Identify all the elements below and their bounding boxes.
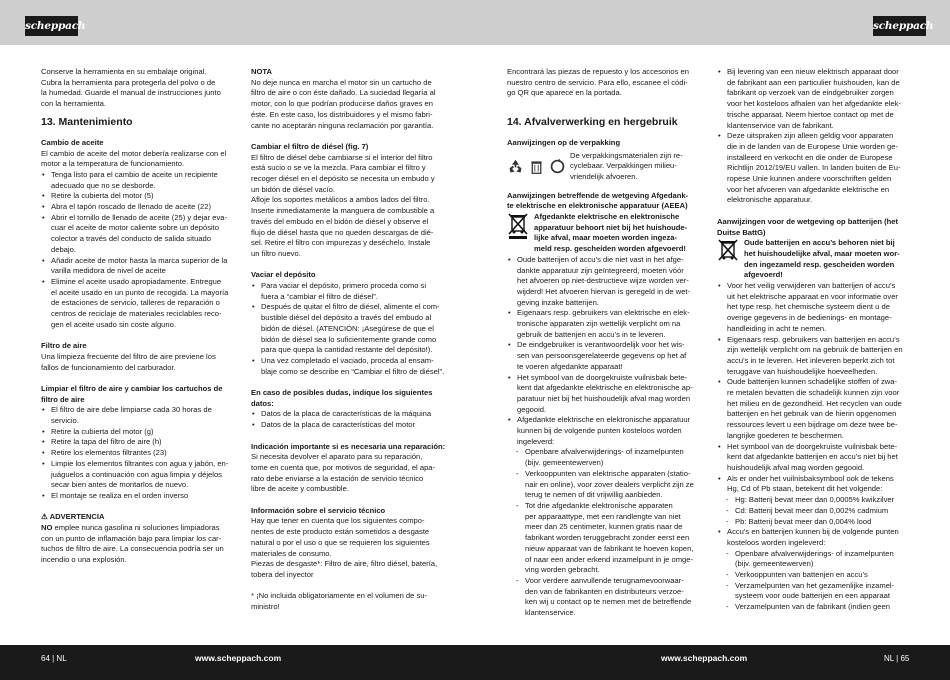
text-line: libre de aceite y combustible. [251, 484, 349, 494]
page-number-left: 64 | NL [41, 654, 67, 663]
text-line: Una vez completado el vaciado, proceda al ensam- [261, 355, 434, 365]
text-line: wijderd! Het afvoeren hiervan is geregeld in de wet- [517, 286, 691, 296]
text-line: bidón de diésel. (ATENCIÓN: ¡Asegúrese de que el [261, 323, 434, 333]
text-line: te elektrische en elektronische apparatuur (AEEA) [507, 201, 688, 211]
header-bar [0, 0, 950, 45]
text-line: Cd: Batterij bevat meer dan 0,002% cadmium [735, 505, 889, 515]
text-line: Tot drie afgedankte elektronische apparaten [525, 501, 673, 510]
bullet-list-item [717, 335, 922, 378]
text-line: El cambio de aceite del motor debería realizarse con el [41, 148, 227, 158]
dash-list-item [717, 602, 922, 613]
text-line: adecuado que no se desborde. [51, 180, 156, 190]
text-line: Retire la tapa del filtro de aire (h) [51, 437, 162, 447]
text-line: langrijke goederen te beschermen. [727, 430, 844, 440]
bullet-list-item [717, 281, 922, 335]
text-line: die in de landen van de Europese Unie worden ge- [727, 141, 898, 151]
text-line: geving inzake batterijen. [517, 297, 599, 307]
text-line: elektronische apparatuur. [727, 195, 813, 205]
text-line: of naar een ander erkend inzamelpunt in je omge- [525, 554, 694, 564]
text-line: De eindgebruiker is verantwoordelijk voor het wis- [517, 340, 685, 350]
text-line: klantenservice. [525, 608, 576, 618]
text-line: paratuur niet bij het huishoudelijk afval mag worden [517, 393, 691, 403]
clean-filter-title [41, 384, 246, 405]
text-line: Datos de la placa de características de la máquina [261, 409, 432, 419]
recycle-icon [507, 158, 524, 175]
text-line: huishoudelijk afval mag worden gegooid. [727, 463, 865, 472]
bullet-list-item [41, 405, 246, 426]
bullet-list-item [41, 448, 246, 459]
text-line: Cubra la herramienta para protegerla del polvo o de [41, 77, 216, 87]
crossed-bin-icon [507, 212, 529, 240]
text-line: Piezas de desgaste*: Filtro de aire, filtro diésel, batería, [251, 559, 438, 569]
dash-list-item [717, 517, 922, 528]
dash-list-item [717, 495, 922, 506]
section-title-disposal: 14. Afvalverwerking en hergebruik [507, 115, 678, 128]
text-line: Hg: Batterij bevat meer dan 0,0005% kwikzilver [735, 495, 895, 505]
text-line: het huishoudelijke afval, maar moeten wor- [744, 248, 900, 258]
text-line: sen van persoonsgerelateerde gegevens op het af [517, 351, 687, 361]
note-text [251, 78, 456, 132]
text-line: Datos de la placa de características del motor [261, 420, 416, 430]
text-line: el aceite usado en un punto de recogida. La mayoría [51, 287, 229, 297]
dash-list-item [717, 570, 922, 581]
text-line: Una limpieza frecuente del filtro de aire previene los [41, 351, 216, 361]
text-line: incendio o una explosión. [41, 555, 127, 565]
text-line: varilla medidora de nivel de aceite [51, 266, 166, 276]
text-line: Limpiar el filtro de aire y cambiar los cartuchos de [41, 383, 223, 393]
text-line: klantenservice van de fabrikant. [727, 120, 834, 130]
dash-list-item [507, 576, 712, 619]
dash-list-item [717, 506, 922, 517]
bullet-list-item [717, 131, 922, 206]
text-line: un bidón de diésel vacío. [251, 184, 336, 194]
repair-note-title: Indicación importante si es necesaria una reparación: [251, 441, 446, 451]
dash-list-item [507, 501, 712, 576]
bullet-list-item [507, 340, 712, 372]
empty-tank-steps [251, 281, 456, 377]
dash-list-item [507, 469, 712, 501]
text-line: Elimine el aceite usado apropiadamente. Entregue [51, 276, 222, 286]
text-line: Retire la cubierta del motor (g) [51, 426, 154, 436]
doubt-items [251, 409, 456, 430]
text-line: Accu’s en batterijen kunnen bij de volgende punten [727, 527, 899, 537]
text-line: nuestro centro de servicio. Para ello, escanee el códi- [507, 77, 688, 87]
text-line: ving worden gebracht. [525, 565, 600, 575]
text-line: Abrir el tornillo de llenado de aceite (25) y dejar eva- [51, 212, 228, 222]
weee-continued-items [717, 67, 922, 206]
text-line: Abra el tapón roscado de llenado de aceite (22) [51, 202, 211, 212]
text-line: uit het elektrische apparaat en voor informatie over [727, 291, 898, 301]
text-line: Deze uitspraken zijn alleen geldig voor apparaten [727, 131, 894, 141]
text-line: meer dan 25 centimeter, kunnen gratis naar de [525, 522, 683, 532]
text-line: het type resp. het chemische systeem dient u de [727, 302, 890, 312]
text-line: het afvoeren op niet-destructieve wijze worden ver- [517, 276, 689, 286]
air-filter-title: Filtro de aire [41, 341, 87, 351]
text-line: con la herramienta. [41, 99, 107, 109]
text-line: Duitse BattG) [717, 227, 766, 237]
crossed-bin-icon [717, 238, 739, 266]
packaging-text [570, 151, 683, 183]
text-line: de fabrikant aan een particulier huishouden, kan de [727, 77, 900, 87]
text-line: trische apparaat. Neem hiertoe contact op met de [727, 109, 894, 119]
bullet-list-item [251, 409, 456, 420]
text-line: zijn wettelijk verplicht om na gebruik de batterijen en [727, 345, 903, 355]
text-line: un filtro nuevo. [251, 248, 301, 258]
text-line: kosteloos worden ingeleverd: [727, 537, 826, 547]
text-line: Conserve la herramienta en su embalaje original. [41, 67, 207, 76]
text-line: gegooid. [517, 404, 547, 414]
text-line: dankte apparatuur zijn geïntegreerd, moeten vóór [517, 265, 684, 275]
text-line: nentes de este producto están sometidos a desgaste [251, 527, 430, 537]
text-line: gen el aceite usado sin coste alguno. [51, 319, 176, 329]
text-line: Verzamelpunten van het gezamenlijke inzamel- [735, 580, 895, 590]
storage-text [41, 67, 246, 110]
oil-change-title: Cambio de aceite [41, 137, 104, 147]
text-line: fuera a “cambiar el filtro de diésel”. [261, 291, 378, 301]
clean-filter-steps [41, 405, 246, 501]
empty-tank-title: Vaciar el depósito [251, 270, 316, 280]
text-line: Verzamelpunten van de fabrikant (indien geen [735, 602, 890, 612]
bullet-list-item [41, 277, 246, 331]
text-line: vriendelijk afvoeren. [570, 171, 638, 181]
text-line: flujo de diésel hasta que no queden descargas de dié- [251, 227, 434, 237]
spare-parts-text [507, 67, 712, 99]
text-line: lijke afval, maar moeten worden ingeza- [534, 233, 678, 243]
text-line: (bijv. gemeentewerven) [735, 559, 814, 569]
dash-list-item [507, 447, 712, 468]
packaging-row [507, 151, 712, 183]
text-line: El filtro de aire debe limpiarse cada 30 horas de [51, 405, 212, 415]
trash-bin-icon [528, 158, 545, 175]
battery-notice [717, 238, 922, 281]
text-line: cante no aceptarán ninguna reclamación por garantía. [251, 120, 434, 130]
text-line: Openbare afvalverwijderings- of inzamelpunten [525, 447, 684, 457]
scheppach-logo-right: scheppach [873, 16, 926, 36]
text-line: Inserte inmediatamente la manguera de combustible a [251, 206, 435, 216]
weee-notice [507, 212, 712, 255]
text-line: secar bien antes de montarlos de nuevo. [51, 480, 189, 490]
text-line: recoger diésel en el depósito se necesita un embudo y [251, 174, 435, 184]
text-line: per apparaattype, met een randlengte van niet [525, 511, 681, 521]
bullet-list-item [507, 373, 712, 416]
text-line: motor, con lo que podrían producirse daños graves en [251, 99, 433, 109]
footnote [251, 591, 456, 612]
text-line: Oude batterijen of accu’s die niet vast in het afge- [517, 254, 684, 264]
column-4 [717, 67, 922, 613]
text-line: Oude batterijen en accu’s behoren niet bij [744, 238, 895, 248]
note-title: NOTA [251, 67, 272, 76]
text-line: terug te nemen of dit vrijwillig aanbieden. [525, 490, 663, 500]
battery-items [717, 281, 922, 495]
text-line: Para vaciar el depósito, primero proceda como si [261, 281, 427, 291]
text-line: El montaje se realiza en el orden inverso [51, 490, 189, 500]
text-line: través del embudo en el bidón de diésel y observe el [251, 216, 429, 226]
text-line: apparatuur behoort niet bij het huishoude- [534, 222, 688, 232]
text-line: Encontrará las piezas de repuesto y los accesorios en [507, 67, 689, 76]
text-line: voor het afvoeren van afgedankte elektrische en [727, 184, 890, 194]
bullet-list-item [41, 437, 246, 448]
bullet-list-item [251, 356, 456, 377]
text-line: afgevoerd! [744, 270, 783, 280]
section-title-maintenance: 13. Mantenimiento [41, 115, 133, 128]
battery-return-item [717, 527, 922, 548]
text-line: tobera del inyector [251, 569, 314, 579]
text-line: fabrikant op verzoek van de eindgebruiker zorgen [727, 88, 894, 98]
text-line: Afgedankte elektrische en elektronische [534, 212, 680, 222]
footer-bar [0, 645, 950, 680]
bullet-list-item [41, 459, 246, 491]
text-line: datos: [251, 398, 274, 408]
battery-title [717, 217, 922, 238]
text-line: overige gegevens in de bedienings- en montage- [727, 313, 892, 323]
text-line: Afloje los soportes metálicos a ambos lados del filtro. [251, 195, 430, 205]
text-line: Retire la cubierta del motor (5) [51, 191, 154, 201]
text-line: emplee nunca gasolina ni soluciones limpiadoras [52, 523, 220, 533]
diesel-filter-title: Cambiar el filtro de diésel (fig. 7) [251, 141, 369, 151]
text-line: fabrikant worden teruggebracht zonder eerst een [525, 533, 690, 543]
text-line: Aanwijzingen betreffende de wetgeving Afgedank- [507, 190, 689, 200]
bullet-list-item [251, 281, 456, 302]
service-info-text [251, 516, 456, 580]
text-line: bidón de diésel sea lo suficientemente grande como [261, 334, 437, 344]
text-line: Afgedankte elektrische en elektronische apparatuur [517, 415, 691, 425]
text-line: den ingezameld resp. gescheiden worden [744, 259, 895, 269]
bullet-list-item [251, 420, 456, 431]
text-line: installeerd en verkocht en die onder de Europese [727, 152, 893, 162]
text-line: fallos de funcionamiento del carburador. [41, 362, 176, 372]
website-link-right[interactable]: www.scheppach.com [661, 653, 748, 663]
text-line: gebruik de batterijen en accu’s in te leveren. [517, 329, 666, 339]
text-line: Het symbool van de doorgekruiste vuilnisbak bete- [517, 372, 688, 382]
bullet-list-item [41, 491, 246, 502]
dash-list-item [717, 549, 922, 570]
text-line: la humedad. Guarde el manual de instrucciones junto [41, 88, 221, 98]
text-line: Richtlijn 2012/19/EU vallen. In landen buiten de Eu- [727, 163, 901, 173]
bullet-list-item [717, 377, 922, 441]
text-line: (bijv. gemeentewerven) [525, 458, 604, 468]
battery-bold-text [744, 238, 900, 281]
text-line: No deje nunca en marcha el motor sin un cartucho de [251, 77, 432, 87]
text-line: * ¡No incluida obligatoriamente en el volumen de su- [251, 591, 428, 601]
text-line: kunnen bij de volgende punten kosteloos worden [517, 426, 682, 436]
text-line: ken wij u contact op te nemen met de betreffende [525, 597, 692, 607]
text-line: Het symbool van de doorgekruiste vuilnisbak bete- [727, 441, 898, 451]
text-line: kent dat afgedankte batterijen en accu’s niet bij het [727, 452, 898, 462]
page-number-right: NL | 65 [884, 654, 910, 663]
text-line: voor het kosteloos afhalen van het afgedankte elek- [727, 99, 901, 109]
text-line: Añadir aceite de motor hasta la marca superior de la [51, 255, 228, 265]
text-line: colector a través del conducto de salida situado [51, 234, 211, 244]
bullet-list-item [41, 256, 246, 277]
text-line: sel. Retire el filtro con impurezas y deséchelo. Instale [251, 238, 431, 248]
weee-title [507, 191, 712, 212]
text-line: cyclebaar. Verpakkingen milieu- [570, 161, 677, 171]
bullet-list-item [717, 527, 922, 548]
text-line: Eigenaars resp. gebruikers van elektrische en elek- [517, 308, 690, 318]
weee-bold-text [534, 212, 687, 255]
text-line: En caso de posibles dudas, indique los siguientes [251, 388, 433, 398]
scheppach-logo-left: scheppach [25, 16, 78, 36]
text-line: servicio. [51, 416, 79, 426]
weee-return-points [507, 447, 712, 618]
text-line: het milieu en de gezondheid. Het recyclen van oude [727, 398, 902, 408]
diesel-filter-text [251, 153, 456, 260]
service-info-title: Información sobre el servicio técnico [251, 505, 386, 515]
text-line: Hay que tener en cuenta que los siguientes compo- [251, 516, 425, 526]
text-line: Eigenaars resp. gebruikers van batterijen en accu’s [727, 334, 900, 344]
bullet-list-item [251, 302, 456, 356]
text-line: blaje como se describe en “Cambiar el filtro de diésel”. [261, 366, 445, 376]
text-line: den van de fabrikanten en distributeurs verzoe- [525, 586, 684, 596]
text-line: motor a la temperatura de funcionamiento. [41, 159, 185, 169]
text-line: Limpie los elementos filtrantes con agua y jabón, en- [51, 458, 229, 468]
repair-note-text [251, 452, 456, 495]
text-line: tuchos de filtro de aire. La consecuencia podría ser un [41, 544, 224, 554]
bullet-list-item [507, 415, 712, 447]
bullet-list-item [507, 308, 712, 340]
text-line: te voeren afgedankte apparaat! [517, 361, 623, 371]
bullet-list-item [717, 442, 922, 474]
text-line: de estaciones de servicio, talleres de reparación o [51, 298, 220, 308]
text-line: centros de reciclaje de materiales reciclables reco- [51, 309, 222, 319]
text-line: Als er onder het vuilnisbaksymbool ook de tekens [727, 473, 894, 483]
packaging-title: Aanwijzingen op de verpakking [507, 137, 621, 147]
text-line: natural o por el uso o que se requieren los siguientes [251, 537, 430, 547]
battery-return-points [717, 549, 922, 613]
text-line: filtro de aire o con éste dañado. La suciedad llegaría al [251, 88, 436, 98]
text-line: Openbare afvalverwijderings- of inzamelpunten [735, 548, 894, 558]
text-line: éste. En este caso, los distribuidores y el mismo fabri- [251, 109, 433, 119]
recycle-loop-icon [549, 158, 566, 175]
text-line: Aanwijzingen voor de wetgeving op batterijen (het [717, 216, 899, 226]
text-line: Verkooppunten van elektrische apparaten (statio- [525, 468, 691, 478]
text-line: Pb: Batterij bevat meer dan 0,004% lood [735, 516, 872, 526]
text-line: systeem voor oude batterijen en een apparaat [735, 591, 890, 601]
text-line: para que quepa la cantidad restante del depósito!). [261, 345, 433, 355]
text-line: El filtro de diésel debe cambiarse si el interior del filtro [251, 152, 433, 162]
text-line: De verpakkingsmaterialen zijn re- [570, 150, 683, 160]
bullet-list-item [717, 474, 922, 495]
text-line: filtro de aire [41, 394, 85, 404]
dash-list-item [717, 581, 922, 602]
warning-icon: ⚠ [41, 512, 48, 522]
bullet-list-item [41, 191, 246, 202]
text-line: accu’s in te leveren. Het inleveren beperkt zich tot [727, 355, 895, 365]
text-line: Retire los elementos filtrantes (23) [51, 448, 167, 458]
text-line: Voor het veilig verwijderen van batterijen of accu’s [727, 281, 896, 291]
bullet-list-item [41, 170, 246, 191]
text-line: Hg, Cd of Pb staan, betekent dit het volgende: [727, 484, 883, 494]
text-line: juáguelos a continuación con agua limpia y déjelos [51, 469, 222, 479]
text-line: batterijen en het gebruik van de hierin opgenomen [727, 409, 897, 419]
text-line: tronische apparaten zijn wettelijk verplicht om na [517, 319, 681, 329]
bullet-list-item [717, 67, 922, 131]
text-line: rato debe enviarse a la estación de servicio técnico [251, 473, 424, 483]
text-line: Oude batterijen kunnen schadelijke stoffen of zwa- [727, 377, 897, 387]
air-filter-text [41, 352, 246, 373]
text-line: ingeleverd: [517, 436, 555, 446]
column-3 [507, 67, 712, 619]
bullet-list-item [41, 427, 246, 438]
text-line: ropese Unie kunnen andere voorschriften gelden [727, 174, 892, 184]
oil-change-steps [41, 170, 246, 331]
text-line: Después de quitar el filtro de diésel, alimente el com- [261, 302, 440, 312]
bullet-list-item [41, 213, 246, 256]
heavy-metal-list [717, 495, 922, 527]
text-line: Bij levering van een nieuw elektrisch apparaat door [727, 67, 899, 76]
doubt-title [251, 388, 456, 409]
oil-change-intro [41, 149, 246, 170]
column-2 [251, 67, 456, 613]
column-1 [41, 67, 246, 566]
bullet-list-item [507, 255, 712, 309]
text-line: handleiding in acht te nemen. [727, 323, 827, 333]
warning-title: ⚠ ADVERTENCIA [41, 512, 105, 522]
text-line: ressources levert u een bijdrage om deze twee be- [727, 420, 898, 430]
text-line: está sucio o se ve la mezcla. Para cambiar el filtro y [251, 163, 426, 173]
text-line: re metalen bevatten die schadelijk kunnen zijn voor [727, 388, 900, 398]
text-line: materiales de consumo. [251, 548, 332, 558]
bullet-list-item [41, 202, 246, 213]
text-line: Voor verdere aanvullende terugnamevoorwaar- [525, 575, 684, 585]
text-line: nieuw apparaat van de fabrikant te hoeven kopen, [525, 543, 694, 553]
text-line: go QR que aparece en la portada. [507, 88, 622, 98]
text-line: cuar el aceite de motor caliente sobre un depósito [51, 223, 220, 233]
warning-text: NO emplee nunca gasolina ni soluciones limpiadoras con un punto de inflamación bajo para limpiar los car- tuchos de filtro de aire. La consecuencia podría ser un incendio o una explosión. [41, 523, 224, 565]
text-line: meld resp. gescheiden worden afgevoerd! [534, 244, 686, 254]
text-line: kent dat afgedankte elektrische en elektronische ap- [517, 383, 693, 393]
document-spread [0, 45, 950, 645]
text-line: con un punto de inflamación bajo para limpiar los car- [41, 533, 222, 543]
text-line: Tenga listo para el cambio de aceite un recipiente [51, 169, 218, 179]
text-line: debajo. [51, 244, 76, 254]
text-line: nair en online), voor zover dealers verplicht zijn ze [525, 479, 694, 489]
text-line: tome en cuenta que, por motivos de seguridad, el apa- [251, 462, 436, 472]
text-line: Si necesita devolver el aparato para su reparación, [251, 452, 423, 462]
website-link-left[interactable]: www.scheppach.com [195, 653, 282, 663]
weee-items [507, 255, 712, 448]
text-line: Verkooppunten van batterijen en accu’s [735, 570, 868, 580]
text-line: bustible diésel del depósito a través del embudo al [261, 313, 432, 323]
text-line: teruggave van huishoudelijke hoeveelheden. [727, 366, 878, 376]
text-line: ministro! [251, 602, 280, 612]
